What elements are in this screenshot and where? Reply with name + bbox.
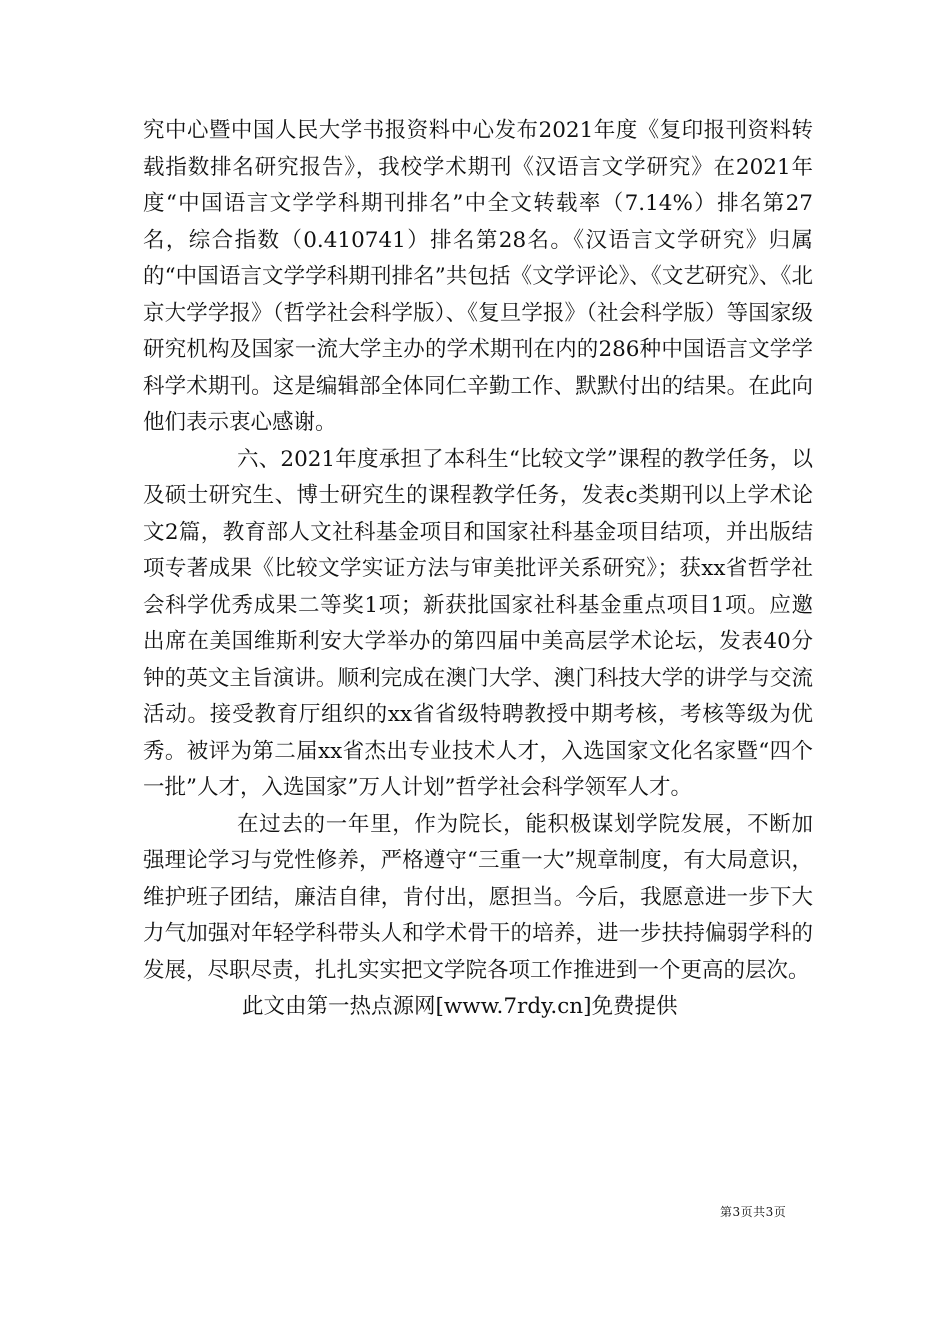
source-note: 此文由第一热点源网[www.7rdy.cn]免费提供 bbox=[242, 994, 678, 1019]
paragraph-summary: 在过去的一年里，作为院长，能积极谋划学院发展，不断加强理论学习与党性修养，严格遵守“三重一大”规章制度，有大局意识，维护班子团结，廉洁自律，肯付出，愿担当。今后，我愿意进一步下大力气加强对年轻学科带头人和学术骨干的培养，进一步扶持偏弱学科的发展，尽职尽责，扎扎实实把文学院各项工作推进到一个更高的层次。 bbox=[143, 811, 813, 983]
paragraph-teaching-research: 六、2021年度承担了本科生“比较文学”课程的教学任务，以及硕士研究生、博士研究生的课程教学任务，发表c类期刊以上学术论文2篇，教育部人文社科基金项目和国家社科基金项目结项，并出版结项专著成果《比较文学实证方法与审美批评关系研究》；获xx省哲学社会科学优秀成果二等奖1项；新获批国家社科基金重点项目1项。应邀出席在美国维斯利安大学举办的第四届中美高层学术论坛，发表40分钟的英文主旨演讲。顺利完成在澳门大学、澳门科技大学的讲学与交流活动。接受教育厅组织的xx省省级特聘教授中期考核，考核等级为优秀。被评为第二届xx省杰出专业技术人才，入选国家文化名家暨“四个一批”人才，入选国家”万人计划”哲学社会科学领军人才。 bbox=[143, 446, 813, 800]
paragraph-journal-ranking: 究中心暨中国人民大学书报资料中心发布2021年度《复印报刊资料转载指数排名研究报告》，我校学术期刊《汉语言文学研究》在2021年度“中国语言文学学科期刊排名”中全文转载率（7.14%）排名第27名，综合指数（0.410741）排名第28名。《汉语言文学研究》归属的“中国语言文学学科期刊排名”共包括《文学评论》、《文艺研究》、《北京大学学报》（哲学社会科学版）、《复旦学报》（社会科学版）等国家级研究机构及国家一流大学主办的学术期刊在内的286种中国语言文学学科学术期刊。这是编辑部全体同仁辛勤工作、默默付出的结果。在此向他们表示衷心感谢。 bbox=[143, 118, 813, 435]
document-body bbox=[143, 113, 813, 1026]
page-number: 第3页共3页 bbox=[720, 1205, 787, 1219]
